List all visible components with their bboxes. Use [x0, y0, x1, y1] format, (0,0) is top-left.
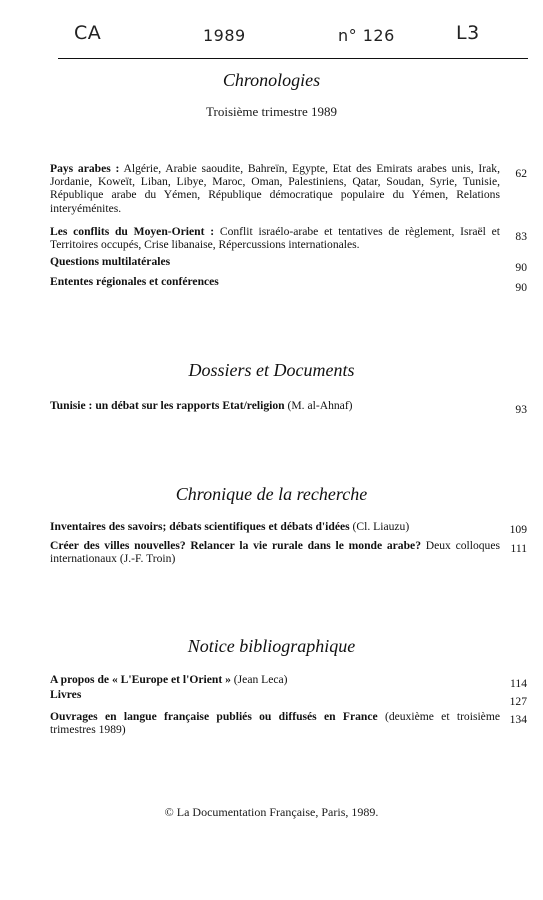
handwritten-annotation-code: CA	[74, 22, 102, 44]
toc-entry-heading: Pays arabes :	[50, 162, 120, 175]
toc-entry-heading: Inventaires des savoirs; débats scientifiques et débats d'idées	[50, 520, 350, 533]
toc-entry-text: (deuxième et troisième trimestres 1989)	[50, 710, 500, 737]
toc-entry-questions	[50, 255, 500, 268]
toc-page-number: 109	[509, 523, 527, 536]
toc-entry-heading: Les conflits du Moyen-Orient :	[50, 225, 215, 238]
toc-entry-heading: Ouvrages en langue française publiés ou diffusés en France	[50, 710, 378, 723]
toc-entry-text: Algérie, Arabie saoudite, Bahreïn, Egypte, Etat des Emirats arabes unis, Irak, Jordanie, Koweït, Liban, Libye, Maroc, Oman, Palestiniens, Qatar, Soudan, Syrie, Tunisie, République arabe du Yémen, République démocratique populaire du Yémen, Relations interyéménites.	[50, 162, 500, 215]
toc-entry-heading: Livres	[50, 688, 82, 701]
toc-entry-heading: Créer des villes nouvelles? Relancer la vie rurale dans le monde arabe?	[50, 539, 421, 552]
toc-entry-inventaires	[50, 520, 500, 533]
toc-entry-heading: A propos de « L'Europe et l'Orient »	[50, 673, 231, 686]
toc-entry-text: Conflit israélo-arabe et tentatives de règlement, Israël et Territoires occupés, Crise libanaise, Répercussions internationales.	[50, 225, 500, 252]
header-rule	[58, 58, 528, 59]
section-title-notice: Notice bibliographique	[187, 636, 356, 656]
section-title-recherche: Chronique de la recherche	[175, 484, 368, 504]
toc-page-number: 90	[515, 261, 527, 274]
toc-page-number: 111	[510, 542, 527, 555]
toc-entry-ouvrages	[50, 710, 500, 736]
section-title-dossiers: Dossiers et Documents	[188, 360, 355, 380]
toc-entry-text: (Jean Leca)	[230, 673, 288, 686]
toc-entry-villes-nouvelles	[50, 539, 500, 565]
handwritten-annotation-year: 1989	[203, 26, 246, 45]
handwritten-annotation-issue: n° 126	[338, 26, 395, 45]
handwritten-annotation-ref: L3	[456, 22, 480, 44]
toc-entry-heading: Questions multilatérales	[50, 255, 171, 268]
toc-entry-europe-orient	[50, 673, 500, 686]
toc-entry-conflits	[50, 225, 500, 251]
toc-page-number: 114	[510, 677, 527, 690]
toc-entry-heading: Tunisie : un débat sur les rapports Etat/religion	[50, 399, 285, 412]
toc-entry-text: (M. al-Ahnaf)	[284, 399, 353, 412]
toc-page-number: 90	[515, 281, 527, 294]
toc-page-number: 83	[515, 230, 527, 243]
toc-entry-heading: Ententes régionales et conférences	[50, 275, 219, 288]
toc-entry-ententes	[50, 275, 500, 288]
toc-page-number: 127	[509, 695, 527, 708]
toc-page-number: 93	[515, 403, 527, 416]
toc-page-number: 62	[515, 167, 527, 180]
section-title-chronologies: Chronologies	[222, 70, 321, 90]
toc-entry-text: (Cl. Liauzu)	[349, 520, 410, 533]
section-subtitle-chronologies: Troisième trimestre 1989	[206, 104, 337, 119]
toc-entry-text: Deux colloques internationaux (J.-F. Troin)	[50, 539, 500, 566]
toc-page-number: 134	[509, 713, 527, 726]
toc-entry-pays-arabes	[50, 162, 500, 215]
toc-entry-livres	[50, 688, 500, 701]
toc-entry-tunisie	[50, 399, 500, 412]
copyright-footer: © La Documentation Française, Paris, 1989.	[164, 805, 379, 819]
